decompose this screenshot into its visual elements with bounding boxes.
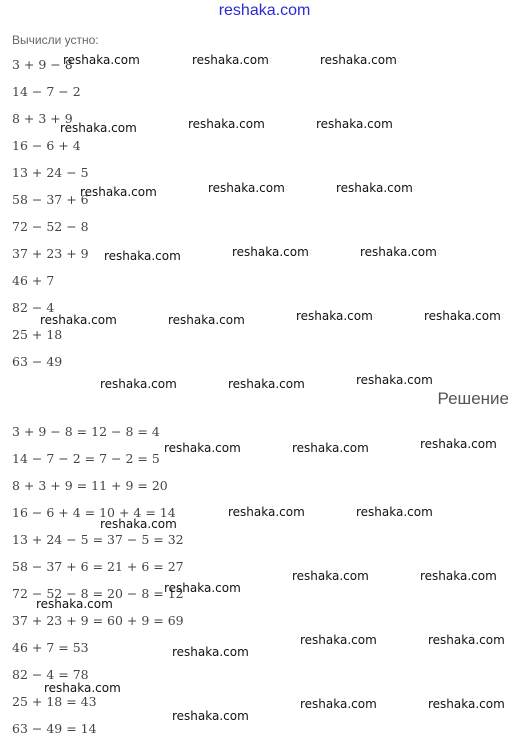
watermark: reshaka.com	[356, 505, 433, 519]
task-expression: 72 − 52 − 8	[12, 219, 89, 234]
watermark: reshaka.com	[63, 53, 140, 67]
watermark: reshaka.com	[164, 441, 241, 455]
task-expression: 8 + 3 + 9	[12, 111, 73, 126]
task-expression: 46 + 7	[12, 273, 55, 288]
site-header-link[interactable]: reshaka.com	[218, 2, 311, 19]
task-expression: 82 − 4	[12, 300, 55, 315]
watermark: reshaka.com	[172, 709, 249, 723]
watermark: reshaka.com	[356, 373, 433, 387]
watermark: reshaka.com	[316, 117, 393, 131]
watermark: reshaka.com	[164, 581, 241, 595]
watermark: reshaka.com	[36, 597, 113, 611]
task-expression: 58 − 37 + 6	[12, 192, 89, 207]
task-expression: 14 − 7 − 2	[12, 84, 81, 99]
watermark: reshaka.com	[320, 53, 397, 67]
solution-line: 58 − 37 + 6 = 21 + 6 = 27	[12, 559, 184, 574]
watermark: reshaka.com	[428, 697, 505, 711]
task-expression: 25 + 18	[12, 327, 63, 342]
task-title: Вычисли устно:	[12, 33, 99, 47]
watermark: reshaka.com	[228, 505, 305, 519]
solution-line: 13 + 24 − 5 = 37 − 5 = 32	[12, 532, 184, 547]
watermark: reshaka.com	[100, 377, 177, 391]
watermark: reshaka.com	[80, 185, 157, 199]
solution-line: 82 − 4 = 78	[12, 667, 89, 682]
solution-line: 25 + 18 = 43	[12, 694, 97, 709]
watermark: reshaka.com	[168, 313, 245, 327]
watermark: reshaka.com	[292, 569, 369, 583]
watermark: reshaka.com	[420, 437, 497, 451]
watermark: reshaka.com	[40, 313, 117, 327]
watermark: reshaka.com	[44, 681, 121, 695]
watermark: reshaka.com	[300, 697, 377, 711]
watermark: reshaka.com	[292, 441, 369, 455]
watermark: reshaka.com	[420, 569, 497, 583]
solution-line: 3 + 9 − 8 = 12 − 8 = 4	[12, 424, 160, 439]
solution-line: 37 + 23 + 9 = 60 + 9 = 69	[12, 613, 184, 628]
watermark: reshaka.com	[424, 309, 501, 323]
watermark: reshaka.com	[104, 249, 181, 263]
solution-title: Решение	[437, 389, 509, 408]
watermark: reshaka.com	[300, 633, 377, 647]
watermark: reshaka.com	[60, 121, 137, 135]
watermark: reshaka.com	[360, 245, 437, 259]
watermark: reshaka.com	[228, 377, 305, 391]
watermark: reshaka.com	[208, 181, 285, 195]
watermark: reshaka.com	[192, 53, 269, 67]
watermark: reshaka.com	[188, 117, 265, 131]
task-expression: 3 + 9 − 8	[12, 57, 73, 72]
solution-line: 72 − 52 − 8 = 20 − 8 = 12	[12, 586, 184, 601]
solution-line: 16 − 6 + 4 = 10 + 4 = 14	[12, 505, 176, 520]
solution-line: 14 − 7 − 2 = 7 − 2 = 5	[12, 451, 160, 466]
solution-line: 8 + 3 + 9 = 11 + 9 = 20	[12, 478, 168, 493]
task-expression: 16 − 6 + 4	[12, 138, 81, 153]
watermark: reshaka.com	[428, 633, 505, 647]
task-expression: 63 − 49	[12, 354, 63, 369]
task-expression: 37 + 23 + 9	[12, 246, 89, 261]
watermark: reshaka.com	[296, 309, 373, 323]
solution-line: 63 − 49 = 14	[12, 721, 97, 736]
watermark: reshaka.com	[336, 181, 413, 195]
watermark: reshaka.com	[232, 245, 309, 259]
solution-line: 46 + 7 = 53	[12, 640, 89, 655]
task-expression: 13 + 24 − 5	[12, 165, 89, 180]
watermark: reshaka.com	[100, 517, 177, 531]
watermark: reshaka.com	[172, 645, 249, 659]
